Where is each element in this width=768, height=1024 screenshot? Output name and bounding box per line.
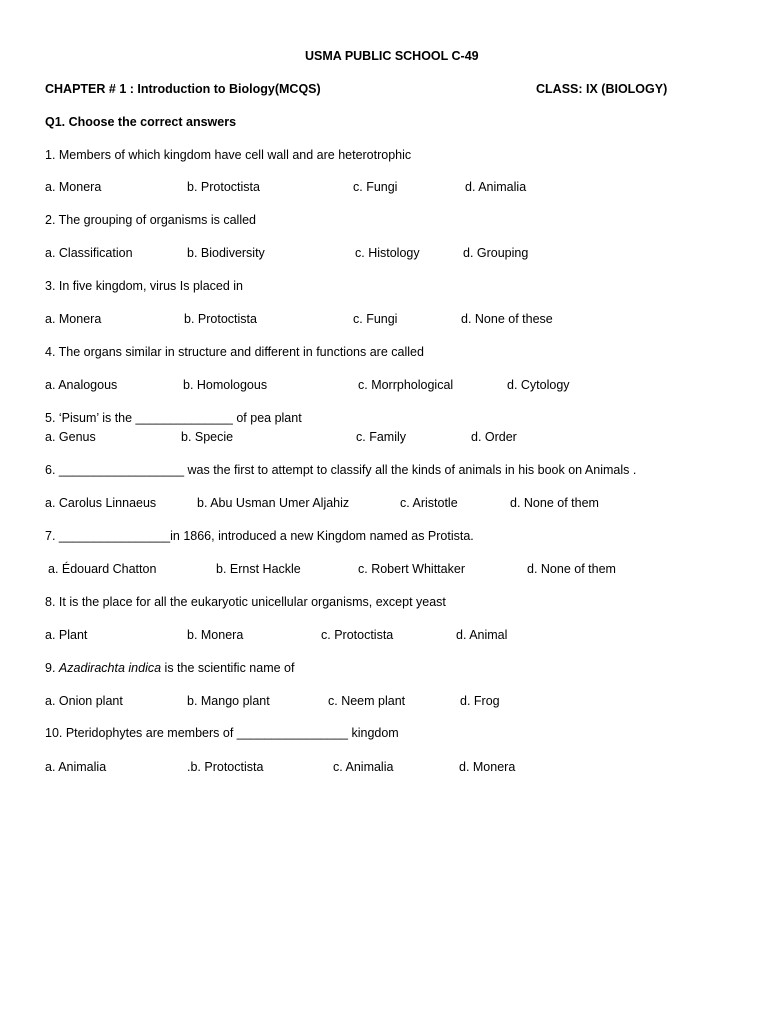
q8-option-d: d. Animal xyxy=(456,628,508,642)
q3-option-c: c. Fungi xyxy=(353,312,398,326)
q10-option-d: d. Monera xyxy=(459,760,516,774)
q7-option-c: c. Robert Whittaker xyxy=(358,562,465,576)
question-9 xyxy=(45,660,294,676)
question-2: 2. The grouping of organisms is called xyxy=(45,213,256,227)
q5-option-d: d. Order xyxy=(471,430,517,444)
school-name: USMA PUBLIC SCHOOL C-49 xyxy=(305,49,479,63)
q3-option-d: d. None of these xyxy=(461,312,553,326)
question-6: 6. __________________ was the first to attempt to classify all the kinds of animals in his book on Animals . xyxy=(45,463,637,477)
q6-option-c: c. Aristotle xyxy=(400,496,458,510)
q3-option-a: a. Monera xyxy=(45,312,102,326)
q9-suffix: is the scientific name of xyxy=(161,661,295,675)
q4-option-a: a. Analogous xyxy=(45,378,118,392)
question-8: 8. It is the place for all the eukaryotic unicellular organisms, except yeast xyxy=(45,595,446,609)
q9-option-a: a. Onion plant xyxy=(45,694,123,708)
q5-option-b: b. Specie xyxy=(181,430,234,444)
q6-option-b: b. Abu Usman Umer Aljahiz xyxy=(197,496,350,510)
q9-prefix: 9. xyxy=(45,661,59,675)
q10-option-c: c. Animalia xyxy=(333,760,394,774)
q2-option-c: c. Histology xyxy=(355,246,420,260)
q2-option-b: b. Biodiversity xyxy=(187,246,265,260)
q9-option-d: d. Frog xyxy=(460,694,500,708)
q5-option-c: c. Family xyxy=(356,430,406,444)
q6-option-d: d. None of them xyxy=(510,496,599,510)
question-1: 1. Members of which kingdom have cell wall and are heterotrophic xyxy=(45,148,412,162)
chapter-title: CHAPTER # 1 : Introduction to Biology(MCQS) xyxy=(45,82,321,96)
q4-option-c: c. Morrphological xyxy=(358,378,454,392)
q7-option-b: b. Ernst Hackle xyxy=(216,562,301,576)
question-5: 5. ‘Pisum’ is the ______________ of pea plant xyxy=(45,411,302,425)
q1-option-b: b. Protoctista xyxy=(187,180,260,194)
question-10: 10. Pteridophytes are members of ________________ kingdom xyxy=(45,726,399,740)
q9-option-b: b. Mango plant xyxy=(187,694,270,708)
q4-option-d: d. Cytology xyxy=(507,378,570,392)
question-3: 3. In five kingdom, virus Is placed in xyxy=(45,279,244,293)
q6-option-a: a. Carolus Linnaeus xyxy=(45,496,157,510)
section-title: Q1. Choose the correct answers xyxy=(45,115,237,129)
q8-option-b: b. Monera xyxy=(187,628,244,642)
question-4: 4. The organs similar in structure and different in functions are called xyxy=(45,345,424,359)
q5-option-a: a. Genus xyxy=(45,430,96,444)
question-7: 7. ________________in 1866, introduced a new Kingdom named as Protista. xyxy=(45,529,474,543)
q9-option-c: c. Neem plant xyxy=(328,694,406,708)
q4-option-b: b. Homologous xyxy=(183,378,268,392)
q1-option-d: d. Animalia xyxy=(465,180,527,194)
q10-option-b: .b. Protoctista xyxy=(187,760,264,774)
q1-option-c: c. Fungi xyxy=(353,180,398,194)
q9-scientific-name: Azadirachta indica xyxy=(58,661,162,675)
q2-option-d: d. Grouping xyxy=(463,246,529,260)
q7-option-a: a. Édouard Chatton xyxy=(48,562,157,576)
q8-option-c: c. Protoctista xyxy=(321,628,394,642)
class-label: CLASS: IX (BIOLOGY) xyxy=(536,82,668,96)
q1-option-a: a. Monera xyxy=(45,180,102,194)
q3-option-b: b. Protoctista xyxy=(184,312,257,326)
q8-option-a: a. Plant xyxy=(45,628,88,642)
q7-option-d: d. None of them xyxy=(527,562,616,576)
q2-option-a: a. Classification xyxy=(45,246,133,260)
q10-option-a: a. Animalia xyxy=(45,760,107,774)
